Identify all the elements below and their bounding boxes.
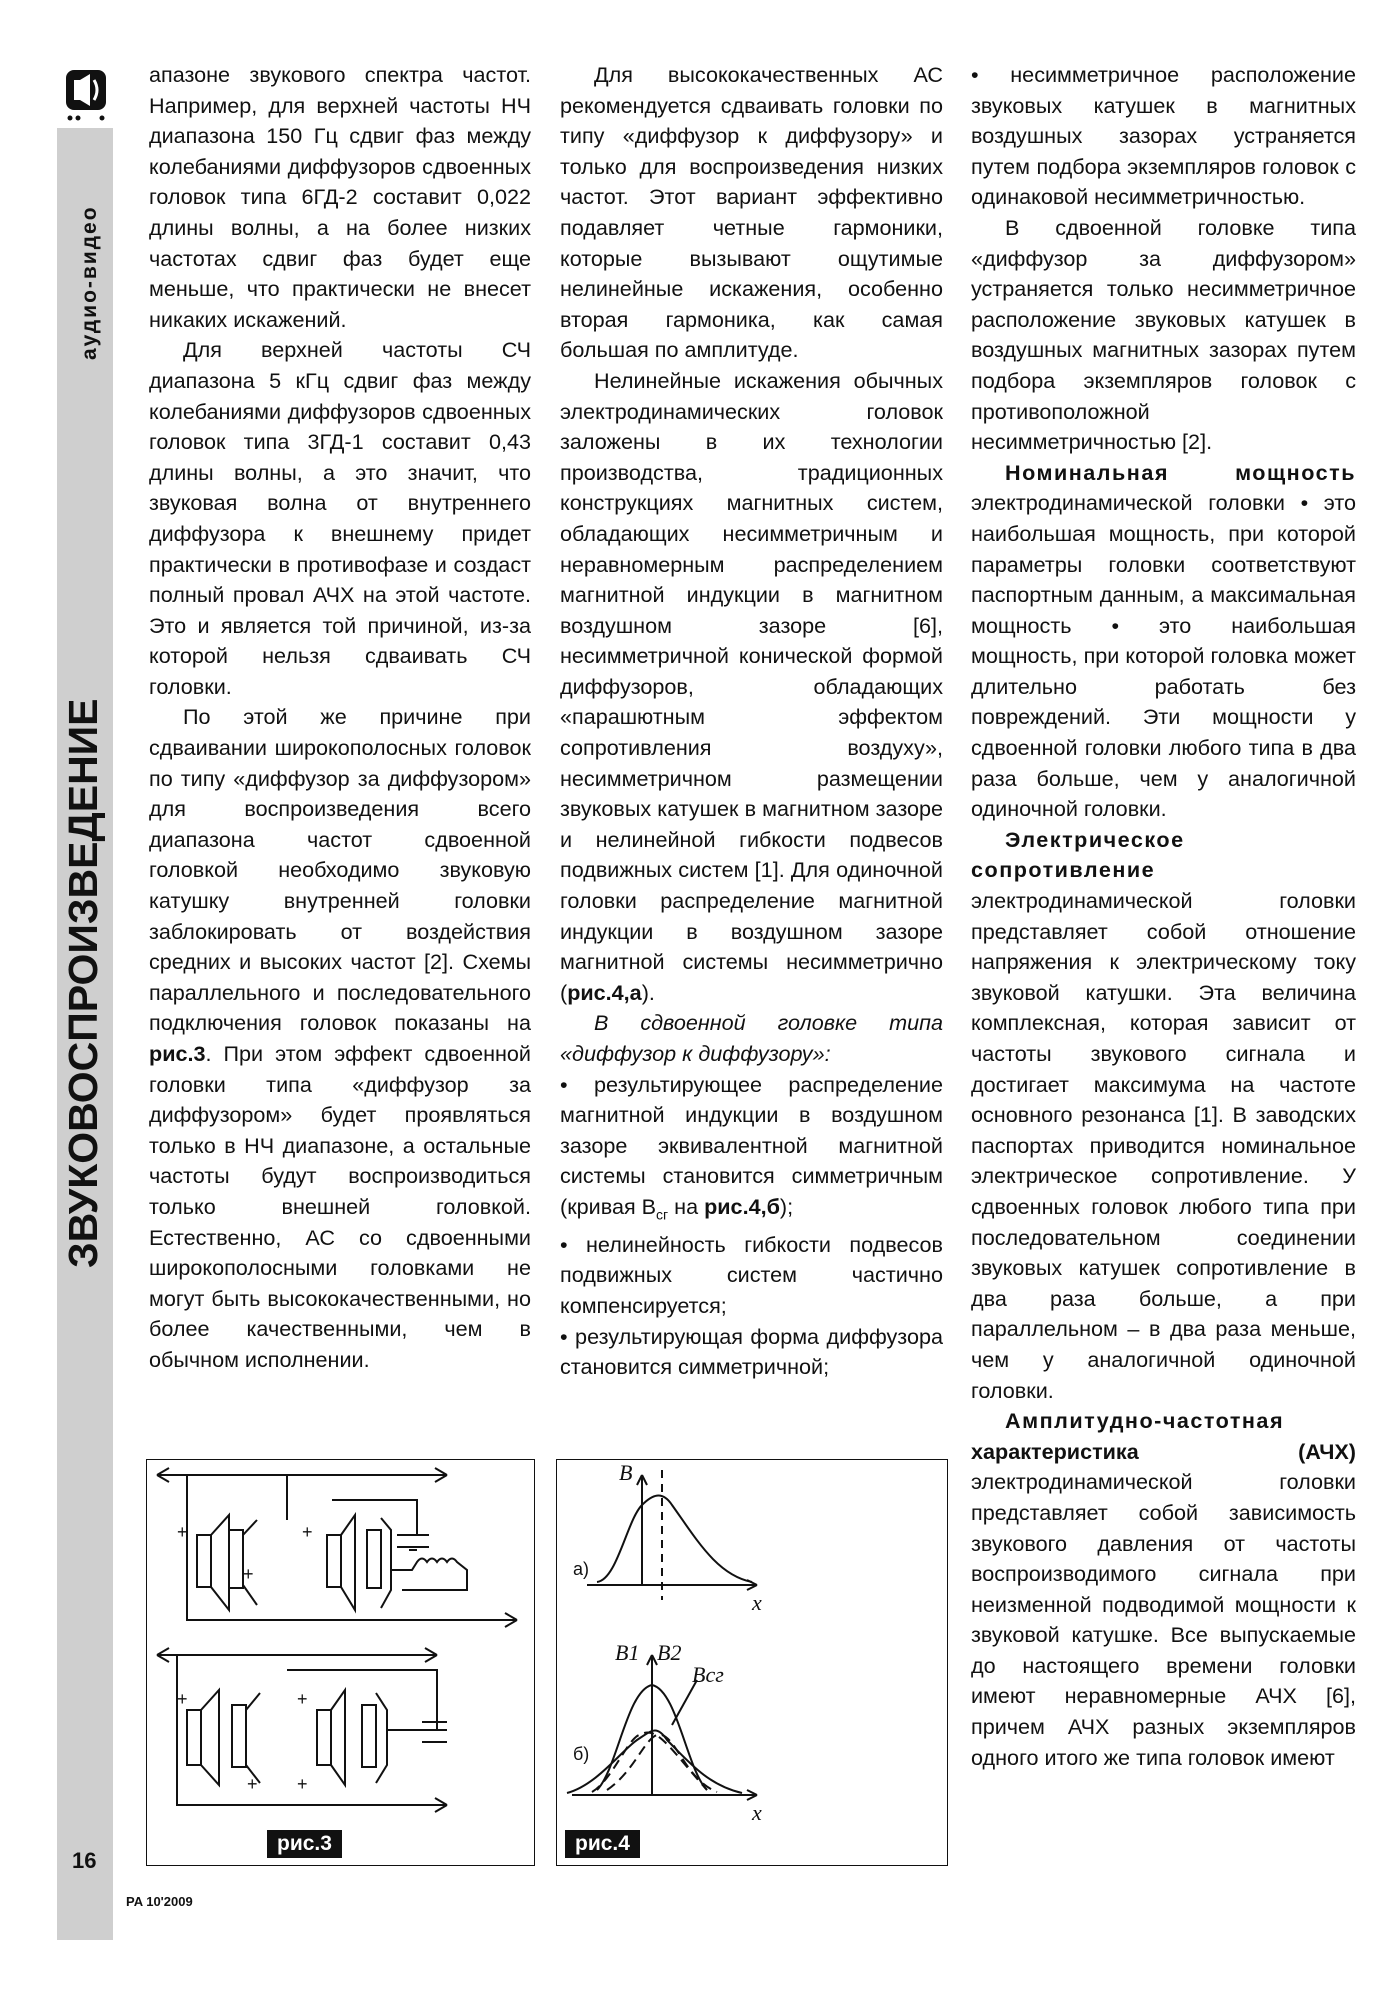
section-label-small: аудио-видео	[78, 205, 101, 360]
figure-reference: рис.4,а	[567, 979, 642, 1005]
paragraph: апазоне звукового спектра частот. Например, для верхней частоты НЧ диапазона 150 Гц сдвиг фаз между колебаниями диффузоров сдвоенных головок типа 6ГД-2 составит 0,022 длины волны, а на более низких частотах сдвиг фаз будет еще меньше, что практически не внесет никаких искажений.	[149, 62, 531, 332]
bullet-item: • результирующая форма диффузора становится симметричной;	[560, 1323, 943, 1380]
text-column-2	[560, 60, 943, 1383]
paragraph-text: . При этом эффект сдвоенной головки типа «диффузор за диффузором» будет проявляться только в НЧ диапазоне, а остальные частоты будут воспроизводиться только внешней головкой. Естественно, АС со сдвоенными широкополосными головками не могут быть высококачественными, но более качественными, чем в обычном исполнении.	[149, 1041, 531, 1372]
axis-label-x: x	[752, 1800, 762, 1825]
figure-reference: рис.4,б	[704, 1193, 780, 1219]
page-number: 16	[72, 1848, 97, 1873]
axis-label-B: B	[619, 1460, 633, 1485]
paragraph	[971, 1406, 1356, 1773]
term: Номинальная мощность	[1005, 459, 1356, 485]
bullet-text: • результирующее распределение магнитной индукции в воздушном зазоре эквивалентной магнитной системы становится симметричным (кривая B	[560, 1071, 943, 1219]
figure-3-wiring-diagram	[146, 1459, 535, 1866]
curve-label-B1: B1	[615, 1640, 640, 1665]
paragraph-text: электродинамической головки представляет собой зависимость звукового давления от частоты воспроизводимого сигнала при неизменной подводимой мощности к звуковой катушке. Все выпускаемые до настоящего времени головки имеют неравномерные АЧХ [6], причем АЧХ разных экземпляров одного итого же типа головок имеют	[971, 1469, 1356, 1770]
plus-sign: +	[243, 1564, 254, 1584]
term: Электрическое сопротивление	[971, 826, 1185, 883]
text-column-1	[149, 60, 531, 1376]
paragraph	[149, 702, 531, 1375]
figure-label: рис.4	[565, 1830, 640, 1858]
paragraph	[560, 366, 943, 1008]
paragraph-text: электродинамической головки • это наибольшая мощность, при которой параметры головки соответствуют паспортным данным, а максимальная мощность • это наибольшая мощность, при которой головка может длительно работать без повреждений. Эти мощности у сдвоенной головки любого типа в два раза больше, чем у аналогичной одиночной головки.	[971, 490, 1356, 822]
curve-label-Bsg: Bсг	[692, 1662, 724, 1687]
paragraph-text: ).	[641, 979, 655, 1005]
paragraph-text: По этой же причине при сдваивании широкополосных головок по типу «диффузор за диффузором» для воспроизведения всего диапазона частот сдвоенной головкой необходимо звуковую катушку внутренней головки заблокировать от воздействия средних и высоких частот [2]. Схемы параллельного и последовательного подключения головок показаны на	[149, 704, 531, 1036]
subfigure-label-b: б)	[573, 1744, 590, 1764]
subscript: сг	[656, 1206, 669, 1223]
bullet-item: • нелинейность гибкости подвесов подвижных систем частично компенсируется;	[560, 1231, 943, 1319]
paragraph	[971, 458, 1356, 825]
bullet-item: • несимметричное расположение звуковых катушек в магнитных воздушных зазорах устраняется путем подбора экземпляров головок с одинаковой несимметричностью.	[971, 62, 1356, 210]
issue-footer: PA 10'2009	[126, 1894, 193, 1909]
subfigure-label-a: а)	[573, 1559, 590, 1579]
term: характеристика (АЧХ)	[971, 1438, 1356, 1464]
plus-sign: +	[302, 1522, 313, 1542]
section-title: ЗВУКОВОСПРОИЗВЕДЕНИЕ	[60, 698, 106, 1268]
bullet-text: );	[779, 1193, 794, 1219]
plus-sign: +	[177, 1522, 188, 1542]
paragraph: Для верхней частоты СЧ диапазона 5 кГц сдвиг фаз между колебаниями диффузоров сдвоенных головок типа 3ГД-1 составит 0,43 длины волны, а это значит, что звуковая волна от внутреннего диффузора к внешнему придет практически в противофазе и создаст полный провал АЧХ на этой частоте. Это и является той причиной, из-за которой нельзя сдваивать СЧ головки.	[149, 337, 531, 699]
paragraph: Для высококачественных АС рекомендуется сдваивать головки по типу «диффузор к диффузору» и только для воспроизведения низких частот. Этот вариант эффективно подавляет четные гармоники, которые вызывают ощутимые нелинейные искажения, особенно вторая гармоника, как самая большая по амплитуде.	[560, 62, 943, 363]
curve-label-B2: B2	[657, 1640, 682, 1665]
term: Амплитудно-частотная	[1005, 1408, 1285, 1434]
figure-reference: рис.3	[149, 1041, 206, 1066]
plus-sign: +	[177, 1689, 188, 1709]
bullet-item	[560, 1070, 943, 1230]
wiring-diagram-svg	[147, 1460, 534, 1865]
plus-sign: +	[297, 1689, 308, 1709]
paragraph-text: электродинамической головки представляет собой отношение напряжения к электрическому току звуковой катушки. Эта величина комплексная, которая зависит от частоты звукового сигнала и достигает максимума на частоте основного резонанса [1]. В заводских паспортах приводится номинальное электрическое сопротивление. У сдвоенных головок любого типа при последовательном соединении звуковых катушек сопротивление в два раза больше, а при параллельном – в два раза меньше, чем у аналогичной одиночной головки.	[971, 888, 1356, 1403]
text-column-3	[971, 60, 1356, 1773]
paragraph: В сдвоенной головке типа «диффузор к диффузору»:	[560, 1010, 943, 1066]
figure-4-induction-curves	[556, 1459, 948, 1866]
bullet-text: на	[668, 1193, 705, 1219]
paragraph-text: Нелинейные искажения обычных электродинамических головок заложены в их технологии производства, традиционных конструкциях магнитных систем, обладающих несимметричным и неравномерным распределением магнитной индукции в магнитном воздушном зазоре [6], несимметричной конической формой диффузоров, обладающих «парашютным эффектом сопротивления воздуху», несимметричном размещении звуковых катушек в магнитном зазоре и нелинейной гибкости подвесов подвижных систем [1]. Для одиночной головки распределение магнитной индукции в воздушном зазоре магнитной системы несимметрично (	[560, 367, 943, 1005]
axis-label-x: x	[752, 1590, 762, 1615]
paragraph	[971, 825, 1356, 1406]
plus-sign: +	[297, 1774, 308, 1794]
induction-curves-svg	[557, 1460, 947, 1865]
figure-label: рис.3	[267, 1830, 342, 1858]
speaker-logo-icon	[62, 66, 110, 122]
plus-sign: +	[247, 1774, 258, 1794]
paragraph: В сдвоенной головке типа «диффузор за диффузором» устраняется только несимметричное расположение звуковых катушек в воздушных магнитных зазорах путем подбора экземпляров головок с противоположной несимметричностью [2].	[971, 214, 1356, 455]
